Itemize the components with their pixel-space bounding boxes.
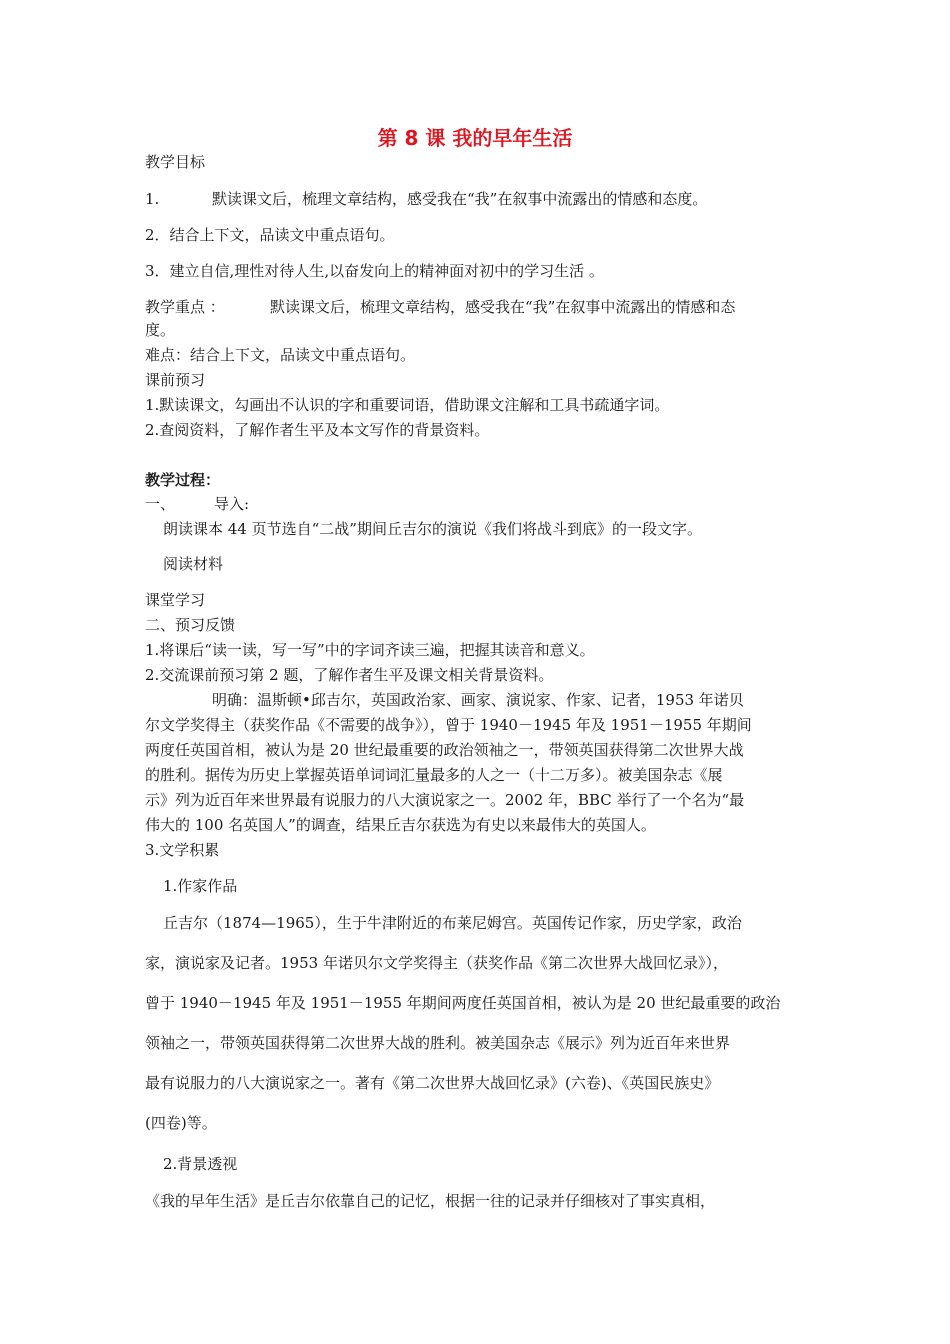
clarify-line: 尔文学奖得主（获奖作品《不需要的战争》），曾于 1940－1945 年及 1951－1955 年期间 xyxy=(145,716,752,734)
preview-item-1: 1.默读课文，勾画出不认识的字和重要词语，借助课文注解和工具书疏通字词。 xyxy=(145,396,670,414)
step1-text: 朗读课本 44 页节选自“二战”期间丘吉尔的演说《我们将战斗到底》的一段文字。 xyxy=(163,520,702,538)
author-para-line: 领袖之一，带领英国获得第二次世界大战的胜利。被美国杂志《展示》列为近百年来世界 xyxy=(145,1034,731,1052)
background-subheading: 2.背景透视 xyxy=(163,1155,238,1173)
classroom-heading: 课堂学习 xyxy=(145,591,206,609)
goal-3: 3．建立自信,理性对待人生,以奋发向上的精神面对初中的学习生活 。 xyxy=(145,262,604,280)
process-heading: 教学过程： xyxy=(145,471,221,489)
feedback-item-1: 1.将课后“读一读，写一写”中的字词齐读三遍，把握其读音和意义。 xyxy=(145,641,595,659)
reading-material: 阅读材料 xyxy=(163,555,224,573)
step1-number: 一、 xyxy=(145,495,176,513)
clarify-line: 明确：温斯顿•邱吉尔，英国政治家、画家、演说家、作家、记者，1953 年诺贝 xyxy=(212,691,744,709)
background-para-line: 《我的早年生活》是丘吉尔依靠自己的记忆，根据一往的记录并仔细核对了事实真相， xyxy=(145,1192,716,1210)
clarify-line: 的胜利。据传为历史上掌握英语单词词汇量最多的人之一（十二万多）。被美国杂志《展 xyxy=(145,766,723,784)
lesson-title: 第 8 课 我的早年生活 xyxy=(377,126,573,150)
clarify-line: 伟大的 100 名英国人”的调查，结果丘吉尔获选为有史以来最伟大的英国人。 xyxy=(145,816,656,834)
author-para-line: 最有说服力的八大演说家之一。著有《第二次世界大战回忆录》(六卷)、《英国民族史》 xyxy=(145,1074,720,1092)
key-point-text-line1: 默读课文后，梳理文章结构，感受我在“我”在叙事中流露出的情感和态 xyxy=(270,298,736,316)
goal-1-text: 默读课文后，梳理文章结构，感受我在“我”在叙事中流露出的情感和态度。 xyxy=(212,190,708,208)
step2-heading: 二、预习反馈 xyxy=(145,616,236,634)
literature-heading: 3.文学积累 xyxy=(145,841,220,859)
key-point-text-line2: 度。 xyxy=(145,321,176,339)
goals-heading: 教学目标 xyxy=(145,153,206,171)
difficulty-line: 难点：结合上下文，品读文中重点语句。 xyxy=(145,346,416,364)
author-works-subheading: 1.作家作品 xyxy=(163,877,238,895)
clarify-line: 两度任英国首相，被认为是 20 世纪最重要的政治领袖之一，带领英国获得第二次世界大战 xyxy=(145,741,744,759)
preview-item-2: 2.查阅资料，了解作者生平及本文写作的背景资料。 xyxy=(145,421,490,439)
clarify-line: 示》列为近百年来世界最有说服力的八大演说家之一。2002 年，BBC 举行了一个名为“最 xyxy=(145,791,745,809)
author-para-line: 丘吉尔（1874—1965），生于牛津附近的布莱尼姆宫。英国传记作家，历史学家，政治 xyxy=(163,914,742,932)
goal-2: 2．结合上下文，品读文中重点语句。 xyxy=(145,226,395,244)
key-point-label: 教学重点 ： xyxy=(145,298,225,316)
feedback-item-2: 2.交流课前预习第 2 题，了解作者生平及课文相关背景资料。 xyxy=(145,666,554,684)
author-para-line: 曾于 1940－1945 年及 1951－1955 年期间两度任英国首相，被认为是 20 世纪最重要的政治 xyxy=(145,994,781,1012)
goal-1-number: 1. xyxy=(145,190,160,208)
step1-label: 导入: xyxy=(214,495,250,513)
author-para-line: 家，演说家及记者。1953 年诺贝尔文学奖得主（获奖作品《第二次世界大战回忆录》）， xyxy=(145,954,728,972)
author-para-line: (四卷)等。 xyxy=(145,1114,217,1132)
preview-heading: 课前预习 xyxy=(145,371,206,389)
